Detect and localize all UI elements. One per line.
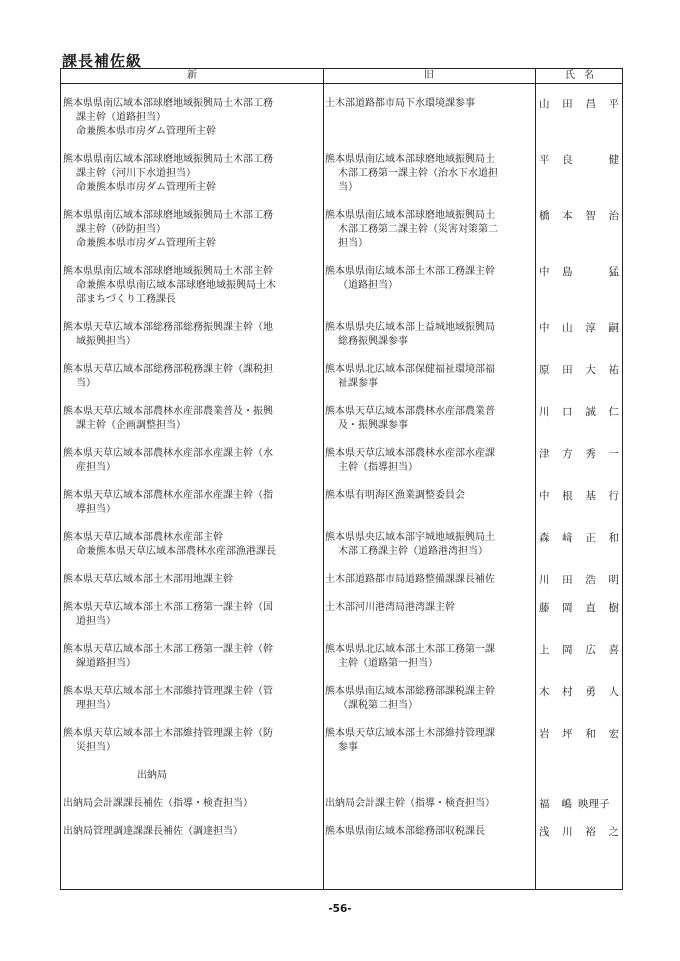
new-post-line: 熊本県天草広域本部総務部総務振興課主幹（地 xyxy=(63,322,273,333)
new-post xyxy=(63,797,321,811)
person-name: 木 村 勇 人 xyxy=(539,686,619,698)
person-name: 上 岡 広 喜 xyxy=(539,644,619,656)
new-post-line: 熊本県県南広域本部球磨地域振興局土木部工務 xyxy=(63,210,273,221)
old-post xyxy=(325,643,533,671)
new-post-line: 導担当） xyxy=(76,504,116,515)
old-post xyxy=(325,97,533,111)
new-post-line: 理担当） xyxy=(76,700,116,711)
person-name: 中 島 猛 xyxy=(539,266,619,278)
old-post xyxy=(325,363,533,391)
new-post xyxy=(63,727,321,755)
person-name: 岩 坪 和 宏 xyxy=(539,728,619,740)
old-post-line: 当） xyxy=(338,182,358,193)
new-post-line: 出納局会計課課長補佐（指導・検査担当） xyxy=(63,798,253,809)
person-name: 福 嶋 映理子 xyxy=(539,798,610,810)
old-post-line: 熊本県県北広域本部土木部工務第一課 xyxy=(325,644,495,655)
old-post-line: 木部工務課主幹（道路港湾担当） xyxy=(338,546,488,557)
old-post-line: 熊本県県南広域本部土木部工務課主幹 xyxy=(325,266,495,277)
old-post xyxy=(325,531,533,559)
old-post xyxy=(325,797,533,811)
person-name: 津 方 秀 一 xyxy=(539,448,619,460)
header-name: 氏名 xyxy=(565,70,603,81)
new-post xyxy=(63,601,321,629)
old-post-line: 主幹（指導担当） xyxy=(338,462,418,473)
new-post-line: 産担当） xyxy=(76,462,116,473)
new-post-line: 災担当） xyxy=(76,742,116,753)
old-post-line: 参事 xyxy=(338,742,358,753)
new-post-line: 熊本県県南広域本部球磨地域振興局土木部主幹 xyxy=(63,266,273,277)
old-post xyxy=(325,265,533,293)
old-post-line: 熊本県県北広域本部保健福祉環境部福 xyxy=(325,364,495,375)
new-post-line: 域振興担当） xyxy=(76,336,136,347)
person-name: 川 口 誠 仁 xyxy=(539,406,619,418)
old-post-line: 主幹（道路第一担当） xyxy=(338,658,438,669)
old-post-line: 熊本県県央広域本部上益城地域振興局 xyxy=(325,322,495,333)
person-name: 中 根 基 行 xyxy=(539,490,619,502)
new-post xyxy=(63,685,321,713)
old-post xyxy=(325,447,533,475)
column-divider-new-old xyxy=(323,69,324,889)
new-post-line: 熊本県天草広域本部土木部用地課主幹 xyxy=(63,574,233,585)
old-post xyxy=(325,405,533,433)
new-post-line: 熊本県天草広域本部土木部工務第一課主幹（国 xyxy=(63,602,273,613)
header-old: 旧 xyxy=(424,70,434,81)
old-post-line: 熊本県県南広域本部球磨地域振興局土 xyxy=(325,154,495,165)
section-label: 出納局 xyxy=(137,770,167,781)
old-post-line: 担当） xyxy=(338,238,368,249)
header-new: 新 xyxy=(187,70,197,81)
new-post-line: 課主幹（砂防担当） xyxy=(76,224,166,235)
new-post-line: 課主幹（企画調整担当） xyxy=(76,420,186,431)
new-post xyxy=(63,209,321,251)
new-post-line: 課主幹（河川下水道担当） xyxy=(76,168,196,179)
new-post xyxy=(63,405,321,433)
new-post-line: 熊本県県南広域本部球磨地域振興局土木部工務 xyxy=(63,154,273,165)
new-post xyxy=(63,363,321,391)
new-post-line: 熊本県天草広域本部土木部維持管理課主幹（防 xyxy=(63,728,273,739)
new-post xyxy=(63,643,321,671)
person-name: 森 﨑 正 和 xyxy=(539,532,619,544)
new-post-line: 熊本県天草広域本部農林水産部水産課主幹（指 xyxy=(63,490,273,501)
new-post xyxy=(63,97,321,139)
old-post-line: 出納局会計課主幹（指導・検査担当） xyxy=(325,798,495,809)
new-post xyxy=(63,447,321,475)
old-post-line: 祉課参事 xyxy=(338,378,378,389)
new-post-line: 熊本県天草広域本部農林水産部水産課主幹（水 xyxy=(63,448,273,459)
old-post-line: 土木部道路都市局道路整備課課長補佐 xyxy=(325,574,495,585)
old-post xyxy=(325,825,533,839)
new-post-line: 当） xyxy=(76,378,96,389)
old-post-line: 及・振興課参事 xyxy=(338,420,408,431)
new-post-line: 命兼熊本県県南広域本部球磨地域振興局土木 xyxy=(76,280,276,291)
new-post-line: 線道路担当） xyxy=(76,658,136,669)
new-post-line: 部まちづくり工務課長 xyxy=(76,294,176,305)
new-post xyxy=(63,489,321,517)
new-post-line: 熊本県天草広域本部土木部維持管理課主幹（管 xyxy=(63,686,273,697)
old-post-line: （道路担当） xyxy=(338,280,398,291)
person-name: 平 良 健 xyxy=(539,154,619,166)
new-post xyxy=(63,825,321,839)
old-post-line: 土木部河川港湾局港湾課主幹 xyxy=(325,602,455,613)
new-post xyxy=(63,265,321,307)
new-post xyxy=(63,573,321,587)
person-name: 藤 岡 直 樹 xyxy=(539,602,619,614)
old-post-line: 土木部道路都市局下水環境課参事 xyxy=(325,98,475,109)
person-name: 浅 川 裕 之 xyxy=(539,826,619,838)
person-name: 橋 本 智 治 xyxy=(539,210,619,222)
new-post-line: 道担当） xyxy=(76,616,116,627)
old-post xyxy=(325,489,533,503)
new-post-line: 命兼熊本県市房ダム管理所主幹 xyxy=(76,238,216,249)
person-name: 原 田 大 祐 xyxy=(539,364,619,376)
old-post xyxy=(325,685,533,713)
page-title: 課長補佐級 xyxy=(62,52,143,70)
new-post xyxy=(63,153,321,195)
person-name: 川 田 浩 明 xyxy=(539,574,619,586)
new-post-line: 熊本県天草広域本部農林水産部主幹 xyxy=(63,532,223,543)
old-post-line: 熊本県有明海区漁業調整委員会 xyxy=(325,490,465,501)
old-post-line: 木部工務第二課主幹（災害対策第二 xyxy=(338,224,498,235)
new-post xyxy=(63,321,321,349)
old-post-line: （課税第二担当） xyxy=(338,700,418,711)
new-post-line: 命兼熊本県市房ダム管理所主幹 xyxy=(76,182,216,193)
old-post-line: 熊本県県央広域本部宇城地域振興局土 xyxy=(325,532,495,543)
header-divider xyxy=(61,83,622,84)
old-post-line: 熊本県天草広域本部農林水産部農業普 xyxy=(325,406,495,417)
old-post xyxy=(325,573,533,587)
old-post-line: 木部工務第一課主幹（治水下水道担 xyxy=(338,168,498,179)
old-post-line: 熊本県天草広域本部農林水産部水産課 xyxy=(325,448,495,459)
page-number: -56- xyxy=(328,903,352,915)
old-post-line: 熊本県天草広域本部土木部維持管理課 xyxy=(325,728,495,739)
new-post-line: 出納局管理調達課課長補佐（調達担当） xyxy=(63,826,243,837)
old-post-line: 熊本県県南広域本部総務部収税課長 xyxy=(325,826,485,837)
new-post xyxy=(63,531,321,559)
new-post-line: 熊本県天草広域本部土木部工務第一課主幹（幹 xyxy=(63,644,273,655)
person-name: 中 山 淳 嗣 xyxy=(539,322,619,334)
old-post xyxy=(325,209,533,251)
new-post-line: 熊本県天草広域本部総務部税務課主幹（課税担 xyxy=(63,364,273,375)
old-post xyxy=(325,601,533,615)
new-post-line: 命兼熊本県天草広域本部農林水産部漁港課長 xyxy=(76,546,276,557)
old-post xyxy=(325,727,533,755)
old-post-line: 熊本県県南広域本部球磨地域振興局土 xyxy=(325,210,495,221)
new-post-line: 熊本県天草広域本部農林水産部農業普及・振興 xyxy=(63,406,273,417)
old-post xyxy=(325,321,533,349)
new-post-line: 命兼熊本県市房ダム管理所主幹 xyxy=(76,126,216,137)
old-post xyxy=(325,153,533,195)
old-post-line: 熊本県県南広域本部総務部課税課主幹 xyxy=(325,686,495,697)
person-name: 山 田 昌 平 xyxy=(539,98,619,110)
new-post-line: 熊本県県南広域本部球磨地域振興局土木部工務 xyxy=(63,98,273,109)
new-post-line: 課主幹（道路担当） xyxy=(76,112,166,123)
column-divider-old-name xyxy=(535,69,536,889)
appointments-table xyxy=(60,68,623,890)
old-post-line: 総務振興課参事 xyxy=(338,336,408,347)
